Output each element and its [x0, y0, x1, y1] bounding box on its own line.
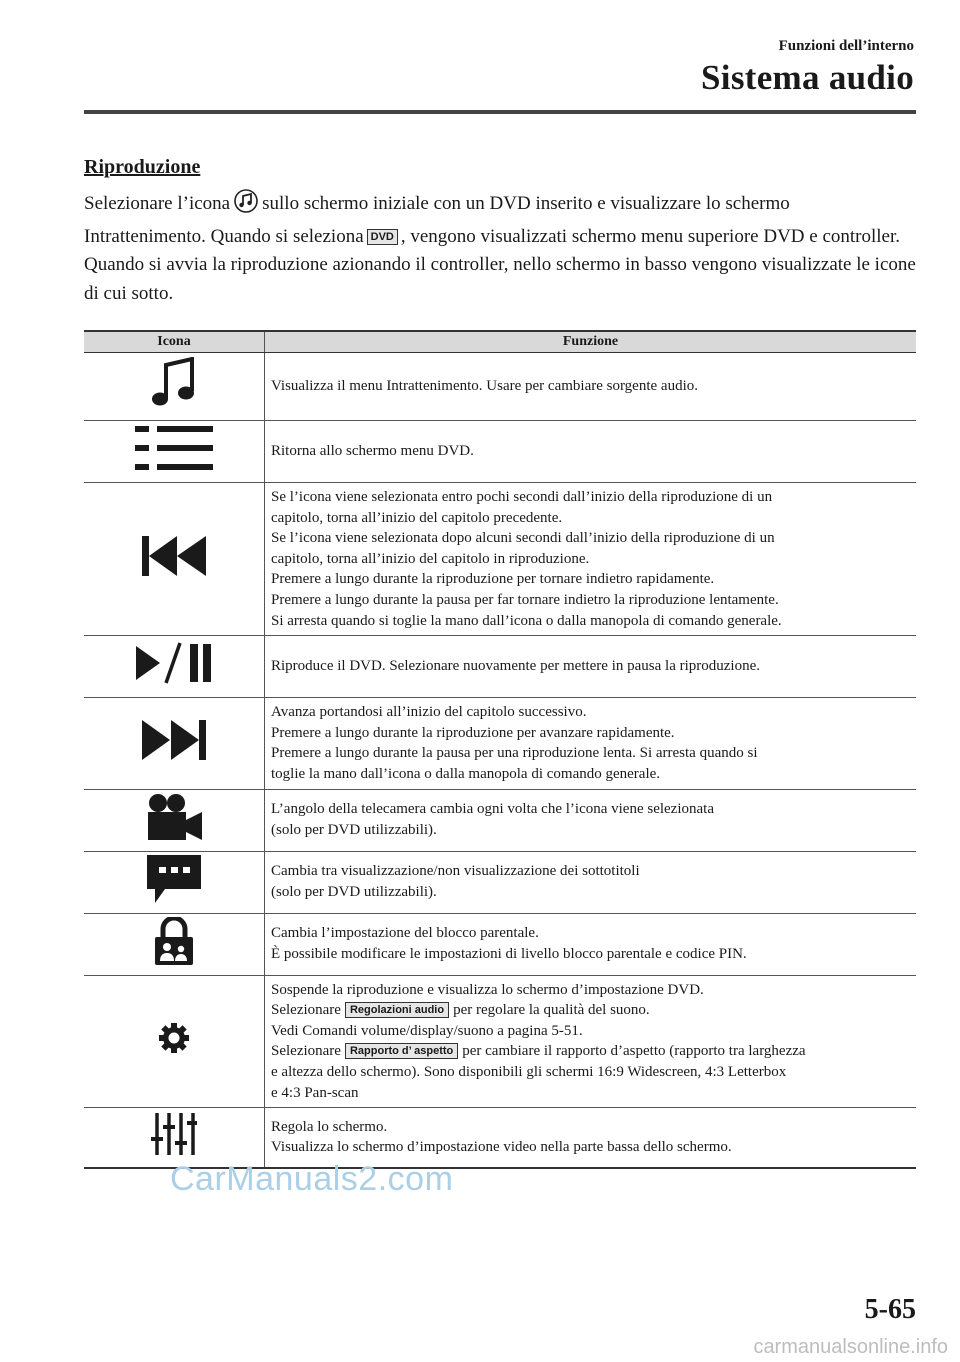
icon-function-table [84, 330, 916, 1169]
table-row [84, 913, 916, 975]
footer-watermark: carmanualsonline.info [753, 1336, 948, 1358]
entertainment-icon [234, 189, 258, 223]
subtitle-icon [147, 891, 201, 907]
col-header-icon: Icona [84, 331, 265, 353]
icon-cell [84, 421, 265, 483]
table-header [84, 331, 916, 353]
table-row [84, 698, 916, 789]
function-cell: Visualizza il menu Intrattenimento. Usare per cambiare sorgente audio. [265, 353, 917, 421]
icon-cell [84, 789, 265, 851]
audio-settings-button: Regolazioni audio [345, 1002, 449, 1018]
function-cell: Cambia l’impostazione del blocco parentale. È possibile modificare le impostazioni di livello blocco parentale e codice PIN. [265, 913, 917, 975]
function-cell: Ritorna allo schermo menu DVD. [265, 421, 917, 483]
intro-part3: , vengono visualizzati schermo menu superiore DVD e controller. [400, 225, 901, 247]
chapter-subtitle: Funzioni dell’interno [778, 38, 914, 54]
parental-lock-icon [153, 953, 195, 969]
icon-cell [84, 698, 265, 789]
music-note-icon [150, 397, 198, 413]
table-row [84, 483, 916, 636]
function-cell: Avanza portandosi all’inizio del capitolo successivo. Premere a lungo durante la riproduzione per avanzare rapidamente. Premere a lungo durante la pausa per una riproduzione lenta. Si arresta quando si toglie la mano dall’icona o dalla manopola di comando generale. [265, 698, 917, 789]
icon-cell [84, 1108, 265, 1168]
content [84, 156, 916, 308]
function-cell: Sospende la riproduzione e visualizza lo schermo d’impostazione DVD. Selezionare Regolazioni audio per regolare la qualità del suono. Vedi Comandi volume/display/suono a pagina 5-51. Selezionare Rapporto d’ aspetto per cambiare il rapporto d’aspetto (rapporto tra larghezza e altezza dello schermo). Sono disponibili gli schermi 16:9 Widescreen, 4:3 Letterbox e 4:3 Pan-scan [265, 975, 917, 1108]
function-cell: Riproduce il DVD. Selezionare nuovamente per mettere in pausa la riproduzione. [265, 636, 917, 698]
intro-part2: sullo schermo iniziale con un DVD inserito e visualizzare lo schermo Intrattenimento. Quando si seleziona [84, 193, 790, 247]
icon-cell [84, 353, 265, 421]
icon-cell [84, 483, 265, 636]
sliders-icon [151, 1145, 197, 1161]
table-row [84, 789, 916, 851]
icon-cell [84, 851, 265, 913]
dvd-button: DVD [367, 229, 398, 245]
function-cell: Cambia tra visualizzazione/non visualizzazione dei sottotitoli (solo per DVD utilizzabili). [265, 851, 917, 913]
col-header-function: Funzione [265, 331, 917, 353]
function-cell: L’angolo della telecamera cambia ogni volta che l’icona viene selezionata (solo per DVD utilizzabili). [265, 789, 917, 851]
table-row [84, 353, 916, 421]
icon-cell [84, 975, 265, 1108]
intro-part4: Quando si avvia la riproduzione azionando il controller, nello schermo in basso vengono visualizzate le icone di cui sotto. [84, 254, 916, 304]
skip-forward-icon [142, 748, 206, 764]
header-rule [84, 110, 916, 114]
page-number: 5-65 [864, 1294, 916, 1325]
icon-cell [84, 913, 265, 975]
chapter-title: Sistema audio [701, 58, 914, 97]
aspect-ratio-button: Rapporto d’ aspetto [345, 1043, 458, 1059]
table-row [84, 1108, 916, 1168]
intro-part1: Selezionare l’icona [84, 193, 231, 214]
table-row [84, 636, 916, 698]
intro-text [84, 189, 916, 308]
table-row [84, 851, 916, 913]
table-row [84, 975, 916, 1108]
section-title: Riproduzione [84, 156, 201, 178]
gear-icon [159, 1041, 189, 1057]
play-pause-icon [136, 672, 212, 688]
function-cell: Regola lo schermo. Visualizza lo schermo d’impostazione video nella parte bassa dello schermo. [265, 1108, 917, 1168]
table-row [84, 421, 916, 483]
icon-cell [84, 636, 265, 698]
function-cell: Se l’icona viene selezionata entro pochi secondi dall’inizio della riproduzione di un capitolo, torna all’inizio del capitolo precedente. Se l’icona viene selezionata dopo alcuni secondi dall’inizio della riproduzione di un capitolo, torna all’inizio del capitolo in riproduzione. Premere a lungo durante la riproduzione per tornare indietro rapidamente. Premere a lungo durante la pausa per far tornare indietro la riproduzione lentamente. Si arresta quando si toglie la mano dall’icona o dalla manopola di comando generale. [265, 483, 917, 636]
list-menu-icon [135, 458, 213, 474]
skip-back-icon [142, 564, 206, 580]
camera-angle-icon [146, 828, 202, 844]
watermark: CarManuals2.com [170, 1160, 454, 1198]
